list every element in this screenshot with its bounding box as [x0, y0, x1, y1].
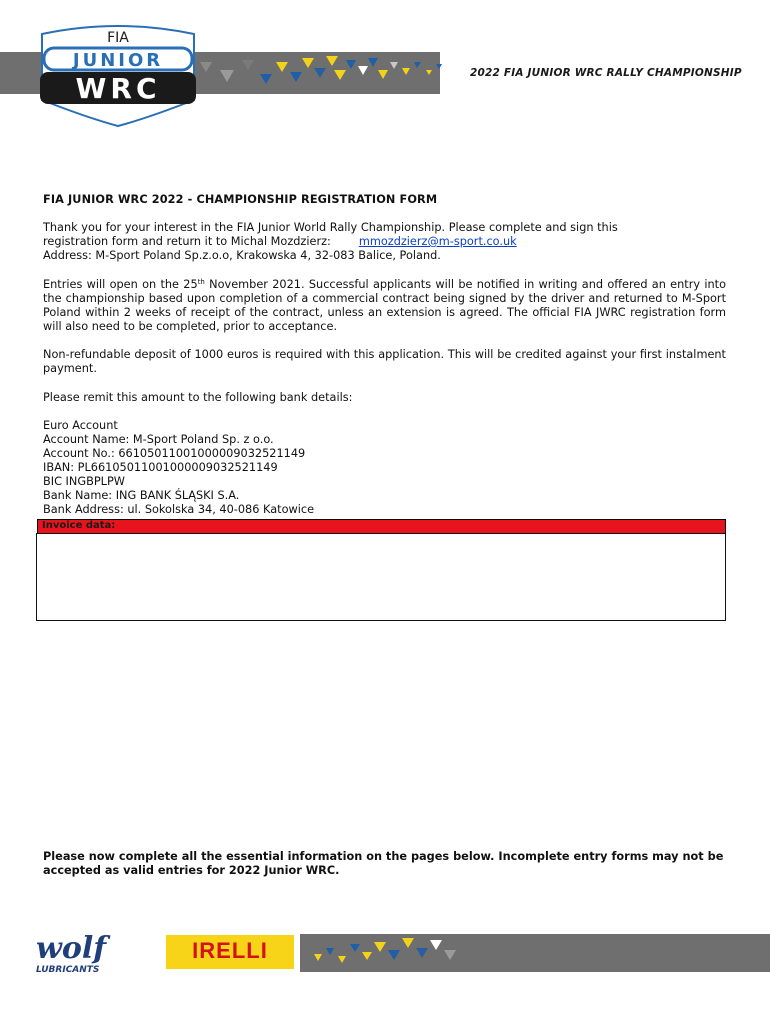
- logo-wrc-text: WRC: [75, 72, 161, 105]
- logo-fia-text: FIA: [107, 30, 129, 46]
- remit-paragraph: Please remit this amount to the following bank details:: [43, 391, 353, 404]
- intro-line-2: registration form and return it to Michal Mozdzierz:: [43, 235, 331, 248]
- junior-wrc-logo: [28, 22, 208, 132]
- bank-account-name: Account Name: M-Sport Poland Sp. z o.o.: [43, 433, 274, 446]
- invoice-label: Invoice data:: [42, 520, 116, 531]
- intro-line-1: Thank you for your interest in the FIA Junior World Rally Championship. Please complete and sign this: [43, 221, 618, 234]
- bank-account-number: Account No.: 66105011001000009032521149: [43, 447, 306, 460]
- invoice-data-field[interactable]: [36, 533, 726, 621]
- pirelli-logo: [166, 935, 294, 969]
- address-line: Address: M-Sport Poland Sp.z.o.o, Krakowska 4, 32-083 Balice, Poland.: [43, 249, 441, 262]
- pirelli-logo-text: IRELLI: [192, 938, 268, 963]
- bank-name: Bank Name: ING BANK ŚLĄSKI S.A.: [43, 489, 240, 502]
- bank-address: Bank Address: ul. Sokolska 34, 40-086 Katowice: [43, 503, 315, 516]
- entries-text-start: Entries will open on the 25: [43, 278, 198, 291]
- wolf-logo-text: wolf: [36, 931, 107, 966]
- bank-iban: IBAN: PL66105011001000009032521149: [43, 461, 278, 474]
- wolf-sub-text: LUBRICANTS: [36, 965, 100, 975]
- completion-notice: Please now complete all the essential information on the pages below. Incomplete entry forms may not be accepted as valid entries for 2022 Junior WRC.: [43, 850, 724, 877]
- email-link[interactable]: mmozdzierz@m-sport.co.uk: [358, 235, 517, 248]
- entries-superscript: th: [197, 278, 205, 286]
- document-title: FIA JUNIOR WRC 2022 - CHAMPIONSHIP REGISTRATION FORM: [43, 193, 438, 206]
- triangles-decor: [200, 56, 442, 84]
- entries-paragraph: [43, 278, 726, 334]
- entries-text-rest: November 2021. Successful applicants will be notified in writing and offered an entry into the championship based upon completion of a commercial contract being signed by the driver and returned to M-Sport Poland within 2 weeks of receipt of the contract, unless an extension is agreed. The official FIA JWRC registration form will also need to be completed, prior to acceptance.: [43, 278, 726, 333]
- header-triangle-pattern: [190, 52, 460, 94]
- logo-junior-text: JUNIOR: [72, 50, 164, 71]
- footer-triangle-pattern: [310, 934, 460, 972]
- deposit-paragraph: Non-refundable deposit of 1000 euros is required with this application. This will be credited against your first instalment payment.: [43, 348, 726, 375]
- bank-account-type: Euro Account: [43, 419, 118, 432]
- wolf-lubricants-logo: [32, 928, 152, 978]
- bank-details: [43, 419, 314, 517]
- header-title: 2022 FIA JUNIOR WRC RALLY CHAMPIONSHIP: [470, 67, 742, 79]
- bank-bic: BIC INGBPLPW: [43, 475, 125, 488]
- intro-paragraph: [43, 221, 726, 263]
- invoice-header: [37, 519, 726, 534]
